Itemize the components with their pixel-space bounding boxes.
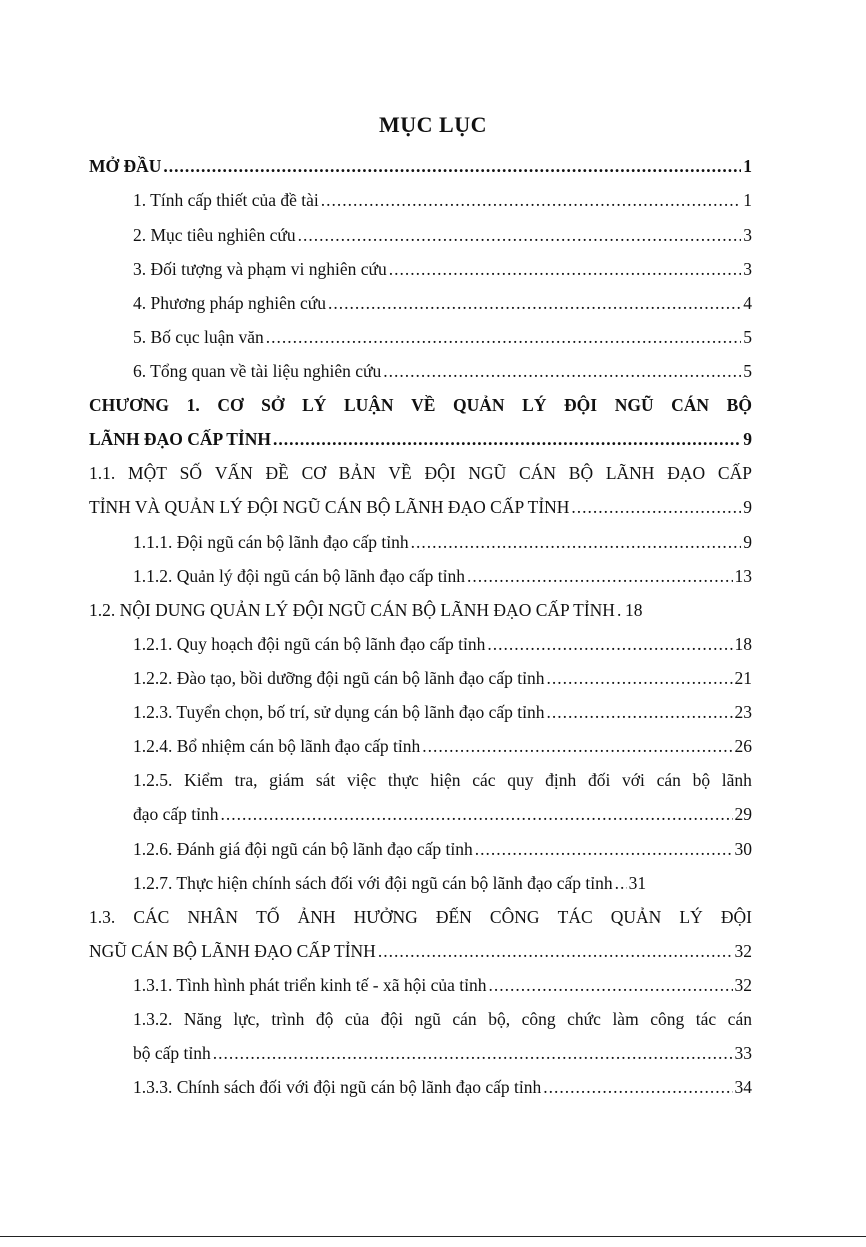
dot-leader [489, 973, 733, 997]
word: ĐỘI [720, 907, 752, 927]
toc-entry-page: 23 [734, 702, 752, 722]
dot-leader [383, 359, 741, 383]
word: LÝ [679, 907, 703, 927]
word: TỐ [256, 907, 280, 927]
toc-entry-page: 18 [624, 600, 643, 620]
dot-leader [546, 700, 732, 724]
word: cán [727, 1009, 752, 1029]
toc-entry-title: 1.2.7. Thực hiện chính sách đối với đội ngũ cán bộ lãnh đạo cấp tỉnh [133, 873, 613, 893]
toc-entry-page: 9 [743, 429, 752, 449]
word: đối [587, 770, 611, 790]
word: 1.3.2. [133, 1009, 173, 1029]
word: 1. [186, 395, 200, 415]
toc-entry-page: 3 [743, 225, 752, 245]
dot-leader [321, 188, 741, 212]
toc-entry-page: 29 [734, 804, 752, 824]
toc-entry-page: 9 [743, 497, 752, 517]
word: NGŨ [614, 395, 654, 415]
word: tra, [234, 770, 258, 790]
word: đội [380, 1009, 404, 1029]
toc-entry[interactable] [133, 1041, 752, 1065]
toc-entry-title: 1.2.4. Bổ nhiệm cán bộ lãnh đạo cấp tỉnh [133, 736, 421, 756]
toc-entry-page: 4 [743, 293, 752, 313]
word: LÝ [302, 395, 327, 415]
dot-leader [617, 598, 623, 622]
word: công [521, 1009, 556, 1029]
toc-entry-page: 13 [734, 566, 752, 586]
word: trình [271, 1009, 305, 1029]
toc-entry-page: 31 [628, 873, 647, 893]
word: lực, [233, 1009, 260, 1029]
word: CÁC [133, 907, 170, 927]
toc-entry-title: 1.2. NỘI DUNG QUẢN LÝ ĐỘI NGŨ CÁN BỘ LÃNH ĐẠO CẤP TỈNH [89, 600, 615, 620]
word: QUẢN [610, 907, 662, 927]
word: các [472, 770, 496, 790]
word: NHÂN [187, 907, 239, 927]
toc-entry-page: 1 [743, 190, 752, 210]
word: SỞ [261, 395, 285, 415]
dot-leader [266, 325, 742, 349]
dot-leader [273, 427, 741, 451]
toc-entry-title: 1.3.1. Tình hình phát triển kinh tế - xã hội của tỉnh [133, 975, 487, 995]
word: ngũ [414, 1009, 441, 1029]
word: độ [315, 1009, 334, 1029]
word: CƠ [217, 395, 244, 415]
toc-entry-title: 5. Bố cục luận văn [133, 327, 264, 347]
toc-entry-title: 1.2.2. Đào tạo, bồi dưỡng đội ngũ cán bộ lãnh đạo cấp tỉnh [133, 668, 545, 688]
toc-entry-title: 1.2.1. Quy hoạch đội ngũ cán bộ lãnh đạo cấp tỉnh [133, 634, 486, 654]
word: giám [269, 770, 305, 790]
toc-entry[interactable] [89, 427, 752, 451]
dot-leader [378, 939, 733, 963]
toc-entry-page: 3 [743, 259, 752, 279]
word: định [545, 770, 577, 790]
word: CÁN [519, 463, 556, 483]
toc-entry-title: 3. Đối tượng và phạm vi nghiên cứu [133, 259, 387, 279]
dot-leader [422, 734, 732, 758]
toc-entry-title: 1.2.6. Đánh giá đội ngũ cán bộ lãnh đạo cấp tỉnh [133, 839, 473, 859]
word: QUẢN [453, 395, 505, 415]
dot-leader [389, 257, 742, 281]
word: LÃNH [605, 463, 655, 483]
word: của [344, 1009, 370, 1029]
dot-leader [213, 1041, 733, 1065]
toc-entry-line1[interactable] [133, 768, 752, 792]
word: BỘ [568, 463, 594, 483]
toc-entry-title: MỞ ĐẦU [89, 156, 162, 176]
word: ĐỘI [424, 463, 456, 483]
word: ĐẾN [435, 907, 472, 927]
page-bottom-rule [0, 1236, 866, 1237]
word: Kiểm [184, 770, 223, 790]
toc-entry-line1[interactable] [89, 905, 752, 929]
toc-entry-line1[interactable] [89, 461, 752, 485]
toc-entry[interactable] [133, 530, 752, 554]
word: LÝ [522, 395, 547, 415]
toc-entry[interactable] [133, 257, 752, 281]
dot-leader [328, 291, 741, 315]
toc-entry-page: 5 [743, 327, 752, 347]
word: CƠ [301, 463, 326, 483]
dot-leader [543, 1075, 732, 1099]
toc-entry[interactable] [133, 223, 752, 247]
toc-entry-page: 33 [734, 1043, 752, 1063]
toc-entry[interactable] [133, 700, 752, 724]
word: LUẬN [343, 395, 394, 415]
toc-entry-title: NGŨ CÁN BỘ LÃNH ĐẠO CẤP TỈNH [89, 941, 376, 961]
dot-leader [298, 223, 742, 247]
toc-entry-title: TỈNH VÀ QUẢN LÝ ĐỘI NGŨ CÁN BỘ LÃNH ĐẠO CẤP TỈNH [89, 497, 570, 517]
word: Năng [183, 1009, 222, 1029]
toc-entry-page: 32 [734, 941, 752, 961]
word: 1.2.5. [133, 770, 173, 790]
dot-leader [475, 837, 733, 861]
word: BỘ [726, 395, 752, 415]
toc-entry[interactable] [133, 188, 752, 212]
toc-entry-page: 32 [734, 975, 752, 995]
word: ẢNH [297, 907, 336, 927]
toc-entry-title: bộ cấp tỉnh [133, 1043, 211, 1063]
word: cán [452, 1009, 477, 1029]
dot-leader [615, 871, 627, 895]
word: với [622, 770, 645, 790]
word: VẤN [214, 463, 253, 483]
word: NGŨ [468, 463, 507, 483]
toc-entry[interactable] [133, 359, 752, 383]
word: bộ, [488, 1009, 511, 1029]
word: ĐỘI [564, 395, 598, 415]
word: TÁC [557, 907, 593, 927]
toc-entry-title: 1.2.3. Tuyển chọn, bố trí, sử dụng cán bộ lãnh đạo cấp tỉnh [133, 702, 545, 722]
toc-entry-title: 1.1.1. Đội ngũ cán bộ lãnh đạo cấp tỉnh [133, 532, 409, 552]
word: HƯỞNG [353, 907, 418, 927]
word: quy [507, 770, 534, 790]
word: tác [695, 1009, 717, 1029]
word: lãnh [721, 770, 752, 790]
word: chức [567, 1009, 601, 1029]
toc-entry[interactable] [89, 598, 752, 622]
toc-entry[interactable] [133, 564, 752, 588]
word: sát [315, 770, 336, 790]
dot-leader [546, 666, 732, 690]
word: SỐ [179, 463, 203, 483]
toc-entry[interactable] [133, 291, 752, 315]
dot-leader [221, 802, 733, 826]
word: CẤP [717, 463, 752, 483]
toc-entry-title: 2. Mục tiêu nghiên cứu [133, 225, 296, 245]
word: MỘT [128, 463, 167, 483]
toc-entry[interactable] [133, 734, 752, 758]
toc-entry[interactable] [133, 802, 752, 826]
toc-entry-page: 18 [734, 634, 752, 654]
word: công [650, 1009, 685, 1029]
word: làm [612, 1009, 639, 1029]
toc-entry-page: 21 [734, 668, 752, 688]
toc-entry-title: LÃNH ĐẠO CẤP TỈNH [89, 429, 271, 449]
word: ĐẠO [667, 463, 706, 483]
toc-entry-title: 1.3.3. Chính sách đối với đội ngũ cán bộ lãnh đạo cấp tỉnh [133, 1077, 542, 1097]
word: BẢN [338, 463, 376, 483]
toc-entry[interactable] [133, 632, 752, 656]
word: thực [387, 770, 419, 790]
word: VỀ [388, 463, 412, 483]
toc-entry[interactable] [133, 871, 752, 895]
toc-entry-title: 6. Tổng quan về tài liệu nghiên cứu [133, 361, 382, 381]
word: CÔNG [489, 907, 540, 927]
word: 1.3. [89, 907, 116, 927]
toc-entry[interactable] [133, 973, 752, 997]
toc-entry[interactable] [133, 837, 752, 861]
dot-leader [487, 632, 732, 656]
word: 1.1. [89, 463, 116, 483]
toc-entry-page: 26 [734, 736, 752, 756]
page-title: MỤC LỤC [379, 112, 487, 137]
word: CHƯƠNG [89, 395, 170, 415]
toc-entry-title: đạo cấp tỉnh [133, 804, 219, 824]
toc-entry-title: 1.1.2. Quản lý đội ngũ cán bộ lãnh đạo cấp tỉnh [133, 566, 465, 586]
word: VỀ [411, 395, 436, 415]
word: cán [656, 770, 681, 790]
toc-entry-line1[interactable] [133, 1007, 752, 1031]
toc-entry-page: 5 [743, 361, 752, 381]
toc-entry[interactable] [89, 939, 752, 963]
word: ĐỀ [265, 463, 289, 483]
toc-entry[interactable] [133, 666, 752, 690]
word: hiện [430, 770, 461, 790]
toc-entry[interactable] [89, 154, 752, 178]
dot-leader [467, 564, 733, 588]
toc-entry[interactable] [133, 325, 752, 349]
dot-leader [411, 530, 742, 554]
toc-entry[interactable] [89, 495, 752, 519]
toc-entry-page: 9 [743, 532, 752, 552]
dot-leader [163, 154, 741, 178]
word: bộ [692, 770, 711, 790]
toc-entry[interactable] [133, 1075, 752, 1099]
toc-entry-page: 34 [734, 1077, 752, 1097]
dot-leader [571, 495, 741, 519]
word: CÁN [671, 395, 710, 415]
toc-entry-title: 1. Tính cấp thiết của đề tài [133, 190, 319, 210]
word: việc [347, 770, 377, 790]
toc-entry-page: 1 [743, 156, 752, 176]
toc-entry-page: 30 [734, 839, 752, 859]
toc-entry-title: 4. Phương pháp nghiên cứu [133, 293, 326, 313]
toc-entry-line1[interactable] [89, 393, 752, 417]
